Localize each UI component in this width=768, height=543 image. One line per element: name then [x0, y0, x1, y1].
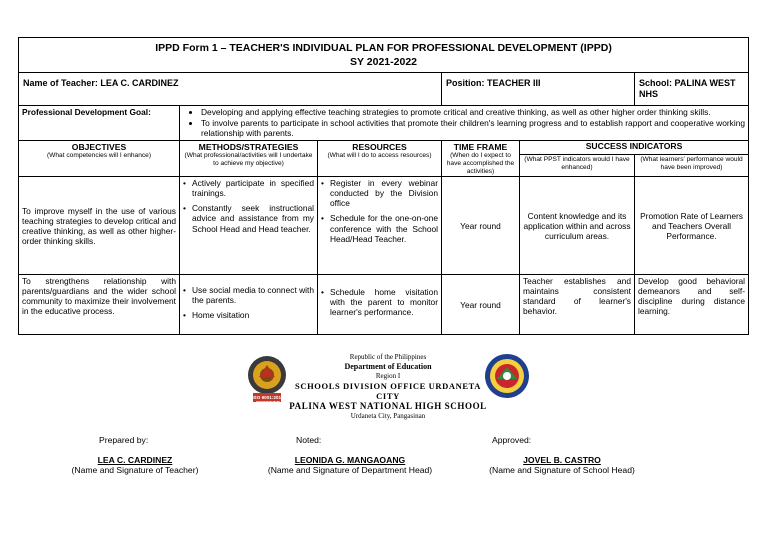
- teacher-position: Position: TEACHER III: [442, 73, 635, 106]
- ippd-table: [18, 37, 749, 335]
- methods-cell: [180, 177, 318, 275]
- method-item: • Home visitation: [183, 310, 314, 320]
- learners-cell: Develop good behavioral demeanors and self-discipline during distance learning.: [635, 275, 749, 335]
- teacher-school: School: PALINA WEST NHS: [635, 73, 749, 106]
- approved-label: Approved:: [492, 435, 532, 445]
- header-learners-sub: (What learners' performance would have been improved): [640, 156, 743, 171]
- method-item: • Actively participate in specified trainings.: [183, 178, 314, 198]
- table-row: [19, 275, 749, 335]
- header-timeframe-title: TIME FRAME: [453, 142, 508, 153]
- approved-signature-block: [472, 455, 652, 475]
- noted-name: LEONIDA G. MANGAOANG: [294, 455, 406, 465]
- header-ppst: [520, 155, 635, 177]
- ppst-cell: Content knowledge and its application within and across curriculum areas.: [520, 177, 635, 275]
- prepared-name: LEA C. CARDINEZ: [97, 455, 173, 465]
- letterhead-deped: Department of Education: [344, 362, 432, 371]
- school-seal-icon: [484, 353, 530, 399]
- prepared-role: (Name and Signature of Teacher): [71, 465, 199, 475]
- objective-cell: To improve myself in the use of various teaching strategies to develop critical and creative thinking, as well as other higher-order thinking skills.: [19, 177, 180, 275]
- methods-cell: [180, 275, 318, 335]
- form-title-line1: IPPD Form 1 – TEACHER'S INDIVIDUAL PLAN FOR PROFESSIONAL DEVELOPMENT (IPPD): [155, 42, 612, 54]
- teacher-info-row: [19, 73, 749, 106]
- letterhead-address: Urdaneta City, Pangasinan: [350, 412, 426, 420]
- timeframe-cell: Year round: [442, 177, 520, 275]
- form-title-line2: SY 2021-2022: [350, 56, 417, 69]
- ppst-cell: Teacher establishes and maintains consistent standard of learner's behavior.: [520, 275, 635, 335]
- objective-cell: To strengthens relationship with parents/guardians and the wider school community to maximize their involvement in the educative process.: [19, 275, 180, 335]
- goal-label: Professional Development Goal:: [19, 105, 180, 140]
- header-learners: [635, 155, 749, 177]
- letterhead-republic: Republic of the Philippines: [349, 353, 427, 361]
- noted-signature-block: [255, 455, 445, 475]
- prepared-signature-block: [55, 455, 215, 475]
- goal-item: • To involve parents to participate in school activities that promote their children's learning progress and to establish rapport and cooperative working relationship with parents.: [201, 118, 745, 138]
- resource-item: • Schedule for the one-on-one conference with the School Head/Head Teacher.: [321, 213, 438, 243]
- header-timeframe: [442, 141, 520, 177]
- goal-item: • Developing and applying effective teaching strategies to promote critical and creative thinking, as well as other higher order thinking skills.: [201, 107, 745, 117]
- form-title: [19, 38, 749, 73]
- header-methods: [180, 141, 318, 177]
- method-item: • Use social media to connect with the parents.: [183, 285, 314, 305]
- header-methods-sub: (What professional/activities will I undertake to achieve my objective): [184, 152, 313, 168]
- form-title-row: [19, 38, 749, 73]
- learners-cell: Promotion Rate of Learners and Teachers Overall Performance.: [635, 177, 749, 275]
- header-success: [520, 141, 749, 155]
- noted-label: Noted:: [296, 435, 322, 445]
- header-ppst-sub: (What PPST indicators would I have enhanced): [524, 156, 630, 171]
- letterhead-school: PALINA WEST NATIONAL HIGH SCHOOL: [289, 401, 487, 411]
- header-objectives-sub: (What competencies will I enhance): [46, 152, 152, 160]
- prepared-label: Prepared by:: [99, 435, 149, 445]
- goal-items: [180, 105, 749, 140]
- timeframe-cell: Year round: [442, 275, 520, 335]
- header-objectives-title: OBJECTIVES: [71, 142, 127, 153]
- resources-cell: [318, 275, 442, 335]
- header-objectives: [19, 141, 180, 177]
- table-row: [19, 177, 749, 275]
- noted-role: (Name and Signature of Department Head): [267, 465, 433, 475]
- letterhead-region: Region I: [375, 372, 401, 380]
- goal-row: [19, 105, 749, 140]
- header-methods-title: METHODS/STRATEGIES: [198, 142, 299, 153]
- resource-item: • Schedule home visitation with the parent to monitor learner's performance.: [321, 287, 438, 317]
- header-resources: [318, 141, 442, 177]
- iso-badge-text: ISO 9001:2015 CERTIFIED: [252, 395, 284, 405]
- column-header-row: [19, 141, 749, 155]
- resources-cell: [318, 177, 442, 275]
- approved-role: (Name and Signature of School Head): [489, 465, 635, 475]
- letterhead-division: SCHOOLS DIVISION OFFICE URDANETA CITY: [295, 381, 481, 401]
- header-resources-sub: (What will I do to access resources): [327, 152, 432, 160]
- header-resources-title: RESOURCES: [352, 142, 407, 153]
- resource-item: • Register in every webinar conducted by the Division office: [321, 178, 438, 208]
- header-success-title: SUCCESS INDICATORS: [585, 141, 683, 152]
- approved-name: JOVEL B. CASTRO: [523, 455, 601, 465]
- teacher-name: Name of Teacher: LEA C. CARDINEZ: [19, 73, 442, 106]
- header-timeframe-sub: (When do I expect to have accomplished the activities): [446, 152, 515, 175]
- method-item: • Constantly seek instructional advice and assistance from my School Head and Head teacher.: [183, 203, 314, 233]
- ippd-form: [18, 37, 748, 335]
- letterhead: [288, 353, 488, 421]
